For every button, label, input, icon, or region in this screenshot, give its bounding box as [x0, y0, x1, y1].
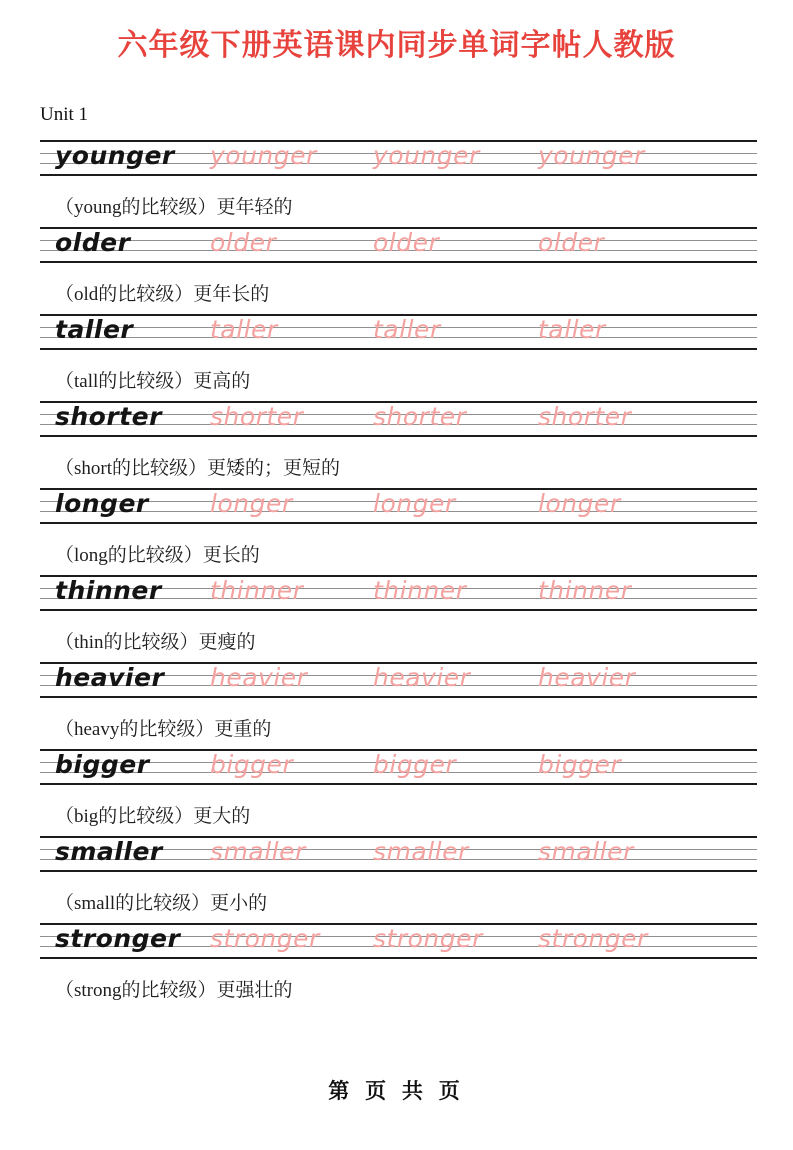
- word-trace: smaller: [538, 837, 634, 866]
- word-trace: bigger: [538, 750, 622, 779]
- word-block: [40, 662, 757, 742]
- word-trace: older: [373, 228, 440, 257]
- word-trace: taller: [210, 315, 278, 344]
- word-trace: younger: [373, 141, 480, 170]
- word-trace: shorter: [538, 402, 632, 431]
- word-sample: older: [55, 228, 131, 257]
- word-trace: bigger: [373, 750, 457, 779]
- word-definition: （big的比较级）更大的: [55, 806, 251, 827]
- word-trace: thinner: [210, 576, 304, 605]
- word-sample: shorter: [55, 402, 162, 431]
- word-trace: shorter: [210, 402, 304, 431]
- worksheet-content: [40, 104, 757, 1003]
- word-trace: thinner: [373, 576, 467, 605]
- word-trace: stronger: [210, 924, 320, 953]
- word-definition: （old的比较级）更年长的: [55, 284, 270, 305]
- word-block: [40, 749, 757, 829]
- writing-guide-grid: [40, 488, 757, 524]
- writing-guide-grid: [40, 401, 757, 437]
- word-trace: taller: [538, 315, 606, 344]
- word-sample: longer: [55, 489, 149, 518]
- word-trace: younger: [538, 141, 645, 170]
- word-definition: （thin的比较级）更瘦的: [55, 632, 256, 653]
- word-trace: longer: [210, 489, 293, 518]
- word-sample: stronger: [55, 924, 181, 953]
- word-trace: longer: [538, 489, 621, 518]
- word-block: [40, 575, 757, 655]
- word-definition: （tall的比较级）更高的: [55, 371, 251, 392]
- writing-guide-grid: [40, 662, 757, 698]
- word-trace: smaller: [210, 837, 306, 866]
- word-trace: older: [210, 228, 277, 257]
- word-block: [40, 227, 757, 307]
- word-definition: （long的比较级）更长的: [55, 545, 260, 566]
- word-trace: stronger: [538, 924, 648, 953]
- word-sample: heavier: [55, 663, 165, 692]
- writing-guide-grid: [40, 836, 757, 872]
- word-definition: （small的比较级）更小的: [55, 893, 268, 914]
- writing-guide-grid: [40, 140, 757, 176]
- writing-guide-grid: [40, 227, 757, 263]
- word-block: [40, 923, 757, 1003]
- word-trace: younger: [210, 141, 317, 170]
- word-trace: shorter: [373, 402, 467, 431]
- word-trace: thinner: [538, 576, 632, 605]
- word-block: [40, 140, 757, 220]
- word-definition: （strong的比较级）更强壮的: [55, 980, 293, 1001]
- unit-label: Unit 1: [40, 104, 89, 125]
- word-sample: smaller: [55, 837, 163, 866]
- word-sample: thinner: [55, 576, 162, 605]
- word-trace: smaller: [373, 837, 469, 866]
- writing-guide-grid: [40, 749, 757, 785]
- word-block: [40, 401, 757, 481]
- word-sample: bigger: [55, 750, 150, 779]
- page-title: 六年级下册英语课内同步单词字帖人教版: [117, 29, 676, 62]
- word-trace: stronger: [373, 924, 483, 953]
- word-trace: bigger: [210, 750, 294, 779]
- word-block: [40, 488, 757, 568]
- word-trace: taller: [373, 315, 441, 344]
- word-trace: older: [538, 228, 605, 257]
- word-block: [40, 836, 757, 916]
- word-sample: taller: [55, 315, 134, 344]
- word-trace: heavier: [538, 663, 636, 692]
- word-definition: （short的比较级）更矮的；更短的: [55, 458, 341, 479]
- word-block: [40, 314, 757, 394]
- word-trace: longer: [373, 489, 456, 518]
- word-definition: （young的比较级）更年轻的: [55, 197, 293, 218]
- word-trace: heavier: [373, 663, 471, 692]
- writing-guide-grid: [40, 314, 757, 350]
- writing-guide-grid: [40, 575, 757, 611]
- word-definition: （heavy的比较级）更重的: [55, 719, 272, 740]
- page-footer: 第 页 共 页: [328, 1080, 465, 1103]
- writing-guide-grid: [40, 923, 757, 959]
- word-sample: younger: [55, 141, 175, 170]
- word-trace: heavier: [210, 663, 308, 692]
- word-row-list: [40, 140, 757, 1003]
